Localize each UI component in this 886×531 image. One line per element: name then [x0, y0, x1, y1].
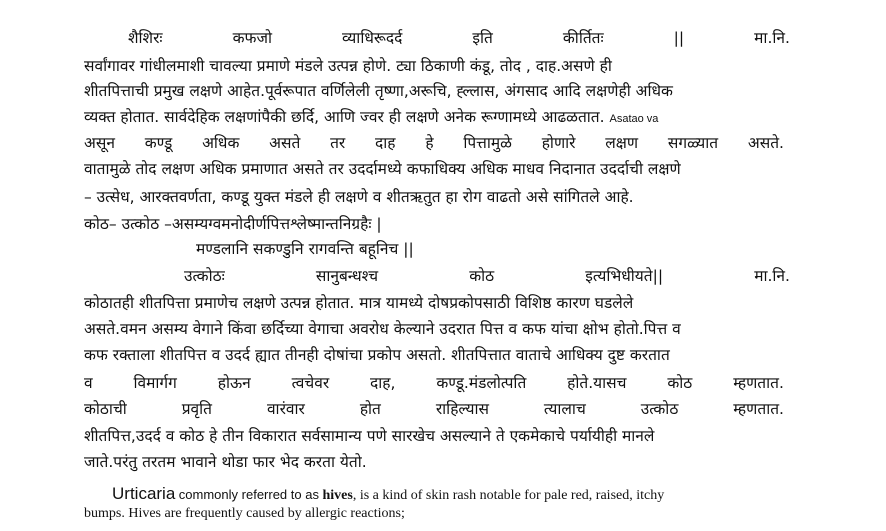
- word: इति: [472, 29, 493, 47]
- text-segment: , is a kind of skin rash notable for pale red, raised, itchy: [352, 488, 665, 503]
- word: असते: [269, 134, 301, 152]
- word: त्यालाच: [543, 400, 586, 418]
- word: मा.नि.: [754, 29, 790, 47]
- word: दाह: [375, 134, 396, 152]
- word: कोठ: [469, 267, 495, 285]
- word: शैशिरः: [128, 29, 163, 47]
- urticaria-heading: Urticaria: [112, 484, 176, 503]
- text-line-17: जाते.परंतु तरतम भावाने थोडा फार भेद करता येतो.: [84, 453, 367, 471]
- word: उत्कोठ: [640, 400, 679, 418]
- word: होणारे: [541, 134, 576, 152]
- word: प्रवृति: [181, 400, 213, 418]
- word: ||: [673, 29, 685, 47]
- word: कीर्तितः: [562, 29, 604, 47]
- word: कण्डू: [144, 134, 173, 152]
- text-line-7: – उत्सेध, आरक्तवर्णता, कण्डू युक्त मंडले ही लक्षणे व शीतऋतुत हा रोग वाढतो असे सांगितले आहे.: [84, 188, 634, 206]
- verse-line-9: मण्डलानि सकण्डुनि रागवन्ति बहूनिच ||: [196, 240, 414, 258]
- word: कोठ: [667, 374, 693, 392]
- text-line-12: असते.वमन असम्य वेगाने किंवा छर्दिच्या वेगाचा अवरोध केल्याने उदरात पित्त व कफ यांचा क्षोभ होतो.पित्त व: [84, 320, 681, 338]
- word: कफजो: [232, 29, 272, 47]
- word: व्याधिरूदर्द: [342, 29, 403, 47]
- text-line-4: [84, 106, 784, 130]
- text-line-16: शीतपित्त,उदर्द व कोठ हे तीन विकारात सर्वसामान्य पणे सारखेच असल्याने ते एकमेकाचे पर्यायीही मानले: [84, 427, 655, 445]
- text-line-15: [84, 398, 784, 420]
- text-line-6: वातामुळे तोद लक्षण अधिक प्रमाणात असते तर उदर्दामध्ये कफाधिक्य अधिक माधव निदानात उदर्दाची लक्षणे: [84, 160, 681, 178]
- verse-line-8: कोठ– उत्कोठ –असम्यग्वमनोदीर्णपित्तश्लेष्मान्तनिग्रहैः |: [84, 215, 382, 233]
- text-segment: व्यक्त होतात. सार्वदेहिक लक्षणांपैकी छर्दि, आणि ज्वर ही लक्षणे अनेक रूग्णामध्ये आढळतात.: [84, 108, 605, 126]
- verse-line-10: [184, 265, 790, 287]
- word: होऊन: [217, 374, 251, 392]
- word: कण्डू.मंडलोत्पति: [436, 374, 527, 392]
- word: मा.नि.: [754, 267, 790, 285]
- word: कोठाची: [84, 400, 127, 418]
- word: उत्कोठः: [184, 267, 225, 285]
- text-line-5: [84, 132, 784, 154]
- word: राहिल्यास: [435, 400, 489, 418]
- text-line-13: कफ रक्ताला शीतपित्त व उदर्द ह्यात तीनही दोषांचा प्रकोप असतो. शीतपित्तात वाताचे आधिक्य दुष्ट करतात: [84, 346, 670, 364]
- word: वारंवार: [266, 400, 305, 418]
- word: असते.: [747, 134, 784, 152]
- word: दाह,: [370, 374, 396, 392]
- english-paragraph-line-2: bumps. Hives are frequently caused by allergic reactions;: [84, 506, 405, 521]
- word: व: [84, 374, 93, 392]
- text-line-14: [84, 372, 784, 394]
- word: सगळ्यात: [667, 134, 719, 152]
- word: होत: [359, 400, 381, 418]
- word: अधिक: [202, 134, 240, 152]
- text-segment-small: Asatao va: [609, 113, 659, 125]
- verse-line-1: [128, 27, 790, 49]
- word: सानुबन्धश्च: [315, 267, 379, 285]
- hives-bold-term: hives: [322, 488, 353, 503]
- word: तर: [330, 134, 346, 152]
- word: म्हणतात.: [733, 400, 784, 418]
- text-line-11: कोठातही शीतपित्ता प्रमाणेच लक्षणे उत्पन्न होतात. मात्र यामध्ये दोषप्रकोपसाठी विशिष्ठ कारण घडलेले: [84, 294, 634, 312]
- word: हे: [425, 134, 434, 152]
- text-line-3: शीतपित्ताची प्रमुख लक्षणे आहेत.पूर्वरूपात वर्णिलेली तृष्णा,अरूचि, ह्ल्लास, अंगसाद आदि लक्षणेही अधिक: [84, 82, 673, 100]
- word: लक्षण: [605, 134, 639, 152]
- word: होते.यासच: [567, 374, 627, 392]
- text-segment: commonly referred to as: [178, 487, 319, 502]
- english-paragraph-line-1: [112, 484, 792, 504]
- word: म्हणतात.: [733, 374, 784, 392]
- text-line-2: सर्वांगावर गांधीलमाशी चावल्या प्रमाणे मंडले उत्पन्न होणे. ट्या ठिकाणी कंडू, तोद , दाह.असणे ही: [84, 57, 612, 75]
- word: विमार्गग: [133, 374, 177, 392]
- word: त्वचेवर: [291, 374, 330, 392]
- word: असून: [84, 134, 115, 152]
- word: इत्यभिधीयते||: [585, 267, 664, 285]
- word: पित्तामुळे: [463, 134, 512, 152]
